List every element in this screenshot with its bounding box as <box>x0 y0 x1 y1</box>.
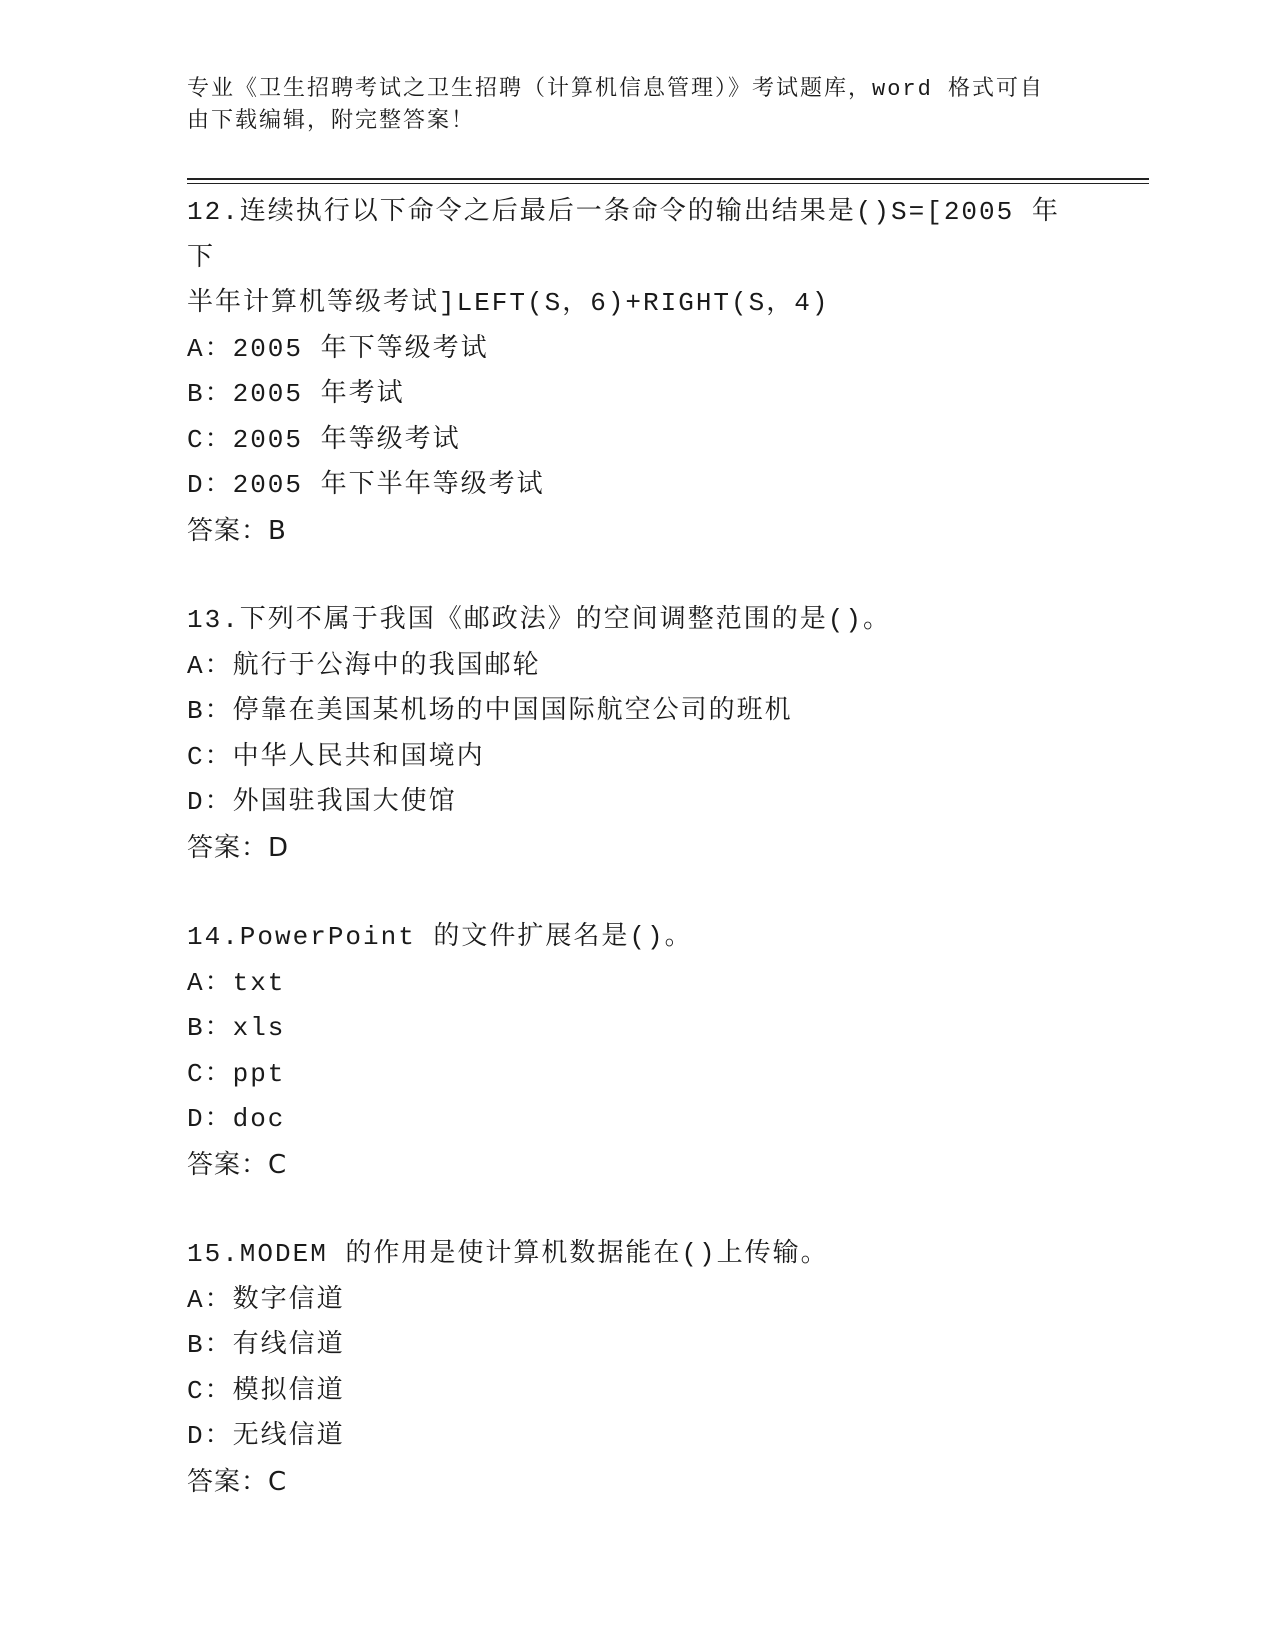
option-a: A：2005 年下等级考试 <box>187 333 489 364</box>
option-c: C：2005 年等级考试 <box>187 424 461 455</box>
option-c: C：模拟信道 <box>187 1375 345 1406</box>
option-b: B：2005 年考试 <box>187 379 405 409</box>
option-a: A：txt <box>187 967 286 998</box>
question-stem: 14.PowerPoint 的文件扩展名是()。 <box>187 922 693 952</box>
question-12 <box>187 190 1087 554</box>
question-list <box>187 190 1087 1549</box>
question-stem: 13.下列不属于我国《邮政法》的空间调整范围的是()。 <box>187 605 892 635</box>
option-a: A：数字信道 <box>187 1284 345 1315</box>
option-d: D：无线信道 <box>187 1421 345 1451</box>
document-intro: 专业《卫生招聘考试之卫生招聘（计算机信息管理）》考试题库，word 格式可自由下载编辑，附完整答案！ <box>187 77 1045 134</box>
option-b: B：有线信道 <box>187 1330 345 1360</box>
question-stem: 15.MODEM 的作用是使计算机数据能在()上传输。 <box>187 1239 829 1269</box>
question-13 <box>187 598 1087 871</box>
question-stem: 12.连续执行以下命令之后最后一条命令的输出结果是()S=[2005 年下 <box>187 197 1060 273</box>
answer-line: 答案：D <box>187 832 290 863</box>
option-d: D：doc <box>187 1104 286 1134</box>
answer-line: 答案：B <box>187 515 287 546</box>
answer-line: 答案：C <box>187 1149 288 1180</box>
option-a: A：航行于公海中的我国邮轮 <box>187 650 541 681</box>
option-d: D：2005 年下半年等级考试 <box>187 470 545 500</box>
answer-line: 答案：C <box>187 1466 288 1497</box>
option-c: C：ppt <box>187 1058 286 1089</box>
question-15 <box>187 1232 1087 1505</box>
option-b: B：xls <box>187 1013 286 1043</box>
option-c: C：中华人民共和国境内 <box>187 741 485 772</box>
header-divider-thick <box>187 178 1149 180</box>
header-divider-thin <box>187 183 1149 184</box>
option-d: D：外国驻我国大使馆 <box>187 787 457 817</box>
question-14 <box>187 915 1087 1188</box>
option-b: B：停靠在美国某机场的中国国际航空公司的班机 <box>187 696 793 726</box>
question-stem-continued: 半年计算机等级考试]LEFT(S，6)+RIGHT(S，4) <box>187 288 830 318</box>
